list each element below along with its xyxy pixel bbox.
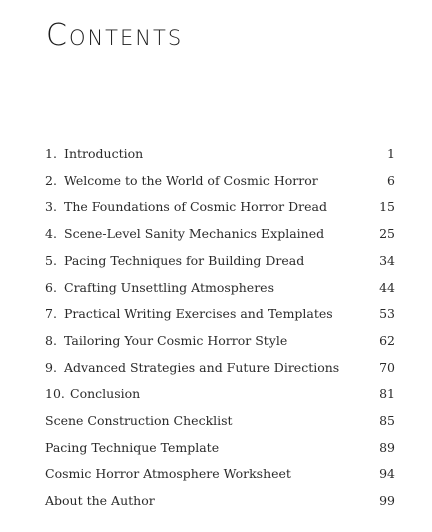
toc-entry-label: Crafting Unsettling Atmospheres: [64, 279, 274, 295]
toc-entry-text: [45, 172, 318, 188]
toc-entry[interactable]: [45, 301, 395, 328]
toc-entry[interactable]: [45, 408, 395, 435]
page-title: Contents: [46, 18, 184, 53]
toc-entry-page: 85: [379, 412, 395, 428]
toc-entry[interactable]: [45, 274, 395, 301]
toc-entry[interactable]: [45, 168, 395, 195]
toc-entry-number: 2.: [45, 172, 57, 188]
toc-entry[interactable]: [45, 328, 395, 355]
toc-entry-text: [45, 332, 288, 348]
toc-entry-number: 10.: [45, 386, 65, 402]
toc-entry-page: 89: [379, 439, 395, 455]
toc-entry-number: 3.: [45, 199, 57, 215]
toc-entry-text: [45, 388, 140, 401]
toc-entry-number: 4.: [45, 226, 57, 242]
toc-entry-label: Practical Writing Exercises and Templates: [64, 306, 333, 322]
toc-entry-page: 70: [379, 359, 395, 375]
toc-entry-page: 94: [379, 466, 395, 482]
toc-entry-text: [45, 468, 291, 481]
toc-entry-number: 1.: [45, 146, 57, 162]
toc-entry-number: 5.: [45, 252, 57, 268]
toc-entry-label: Cosmic Horror Atmosphere Worksheet: [45, 466, 291, 482]
toc-entry-text: [45, 412, 233, 428]
toc-entry-text: [45, 252, 305, 268]
toc-entry[interactable]: [45, 355, 395, 382]
toc-entry-text: [45, 439, 220, 455]
toc-entry-text: [45, 495, 155, 508]
toc-entry-page: 81: [379, 386, 395, 402]
toc-entry[interactable]: [45, 221, 395, 248]
toc-entry-text: [45, 359, 340, 375]
toc-entry[interactable]: [45, 248, 395, 275]
toc-entry[interactable]: [45, 435, 395, 462]
toc-entry-page: 44: [379, 279, 395, 295]
toc-entry-text: [45, 201, 327, 214]
toc-entry-text: [45, 308, 333, 321]
toc-entry[interactable]: [45, 381, 395, 408]
toc-entry-label: Scene Construction Checklist: [45, 412, 233, 428]
toc-entry-page: 62: [379, 332, 395, 348]
toc-entry-number: 6.: [45, 279, 57, 295]
toc-entry-number: 7.: [45, 306, 57, 322]
toc-entry-text: [45, 148, 143, 161]
table-of-contents: [45, 141, 395, 515]
toc-entry-number: 9.: [45, 359, 57, 375]
toc-entry-number: 8.: [45, 332, 57, 348]
toc-entry-label: Tailoring Your Cosmic Horror Style: [64, 332, 288, 348]
toc-entry-label: Scene-Level Sanity Mechanics Explained: [64, 226, 325, 242]
toc-entry-page: 34: [379, 252, 395, 268]
toc-entry-label: Pacing Technique Template: [45, 439, 220, 455]
toc-entry-text: [45, 279, 274, 295]
toc-entry-page: 1: [387, 146, 395, 162]
toc-entry-label: The Foundations of Cosmic Horror Dread: [64, 199, 327, 215]
toc-entry-label: Introduction: [64, 146, 144, 162]
toc-entry-page: 53: [379, 306, 395, 322]
toc-entry[interactable]: [45, 141, 395, 168]
toc-entry[interactable]: [45, 461, 395, 488]
toc-entry-page: 25: [379, 226, 395, 242]
toc-entry-page: 15: [379, 199, 395, 215]
toc-entry-label: Conclusion: [70, 386, 141, 402]
toc-entry-label: About the Author: [45, 493, 155, 509]
toc-entry[interactable]: [45, 488, 395, 515]
toc-entry-page: 99: [379, 493, 395, 509]
toc-entry-label: Pacing Techniques for Building Dread: [64, 252, 305, 268]
toc-entry-text: [45, 228, 324, 241]
toc-entry-label: Welcome to the World of Cosmic Horror: [64, 172, 318, 188]
toc-entry-page: 6: [387, 172, 395, 188]
toc-entry[interactable]: [45, 194, 395, 221]
toc-entry-label: Advanced Strategies and Future Directions: [64, 359, 340, 375]
